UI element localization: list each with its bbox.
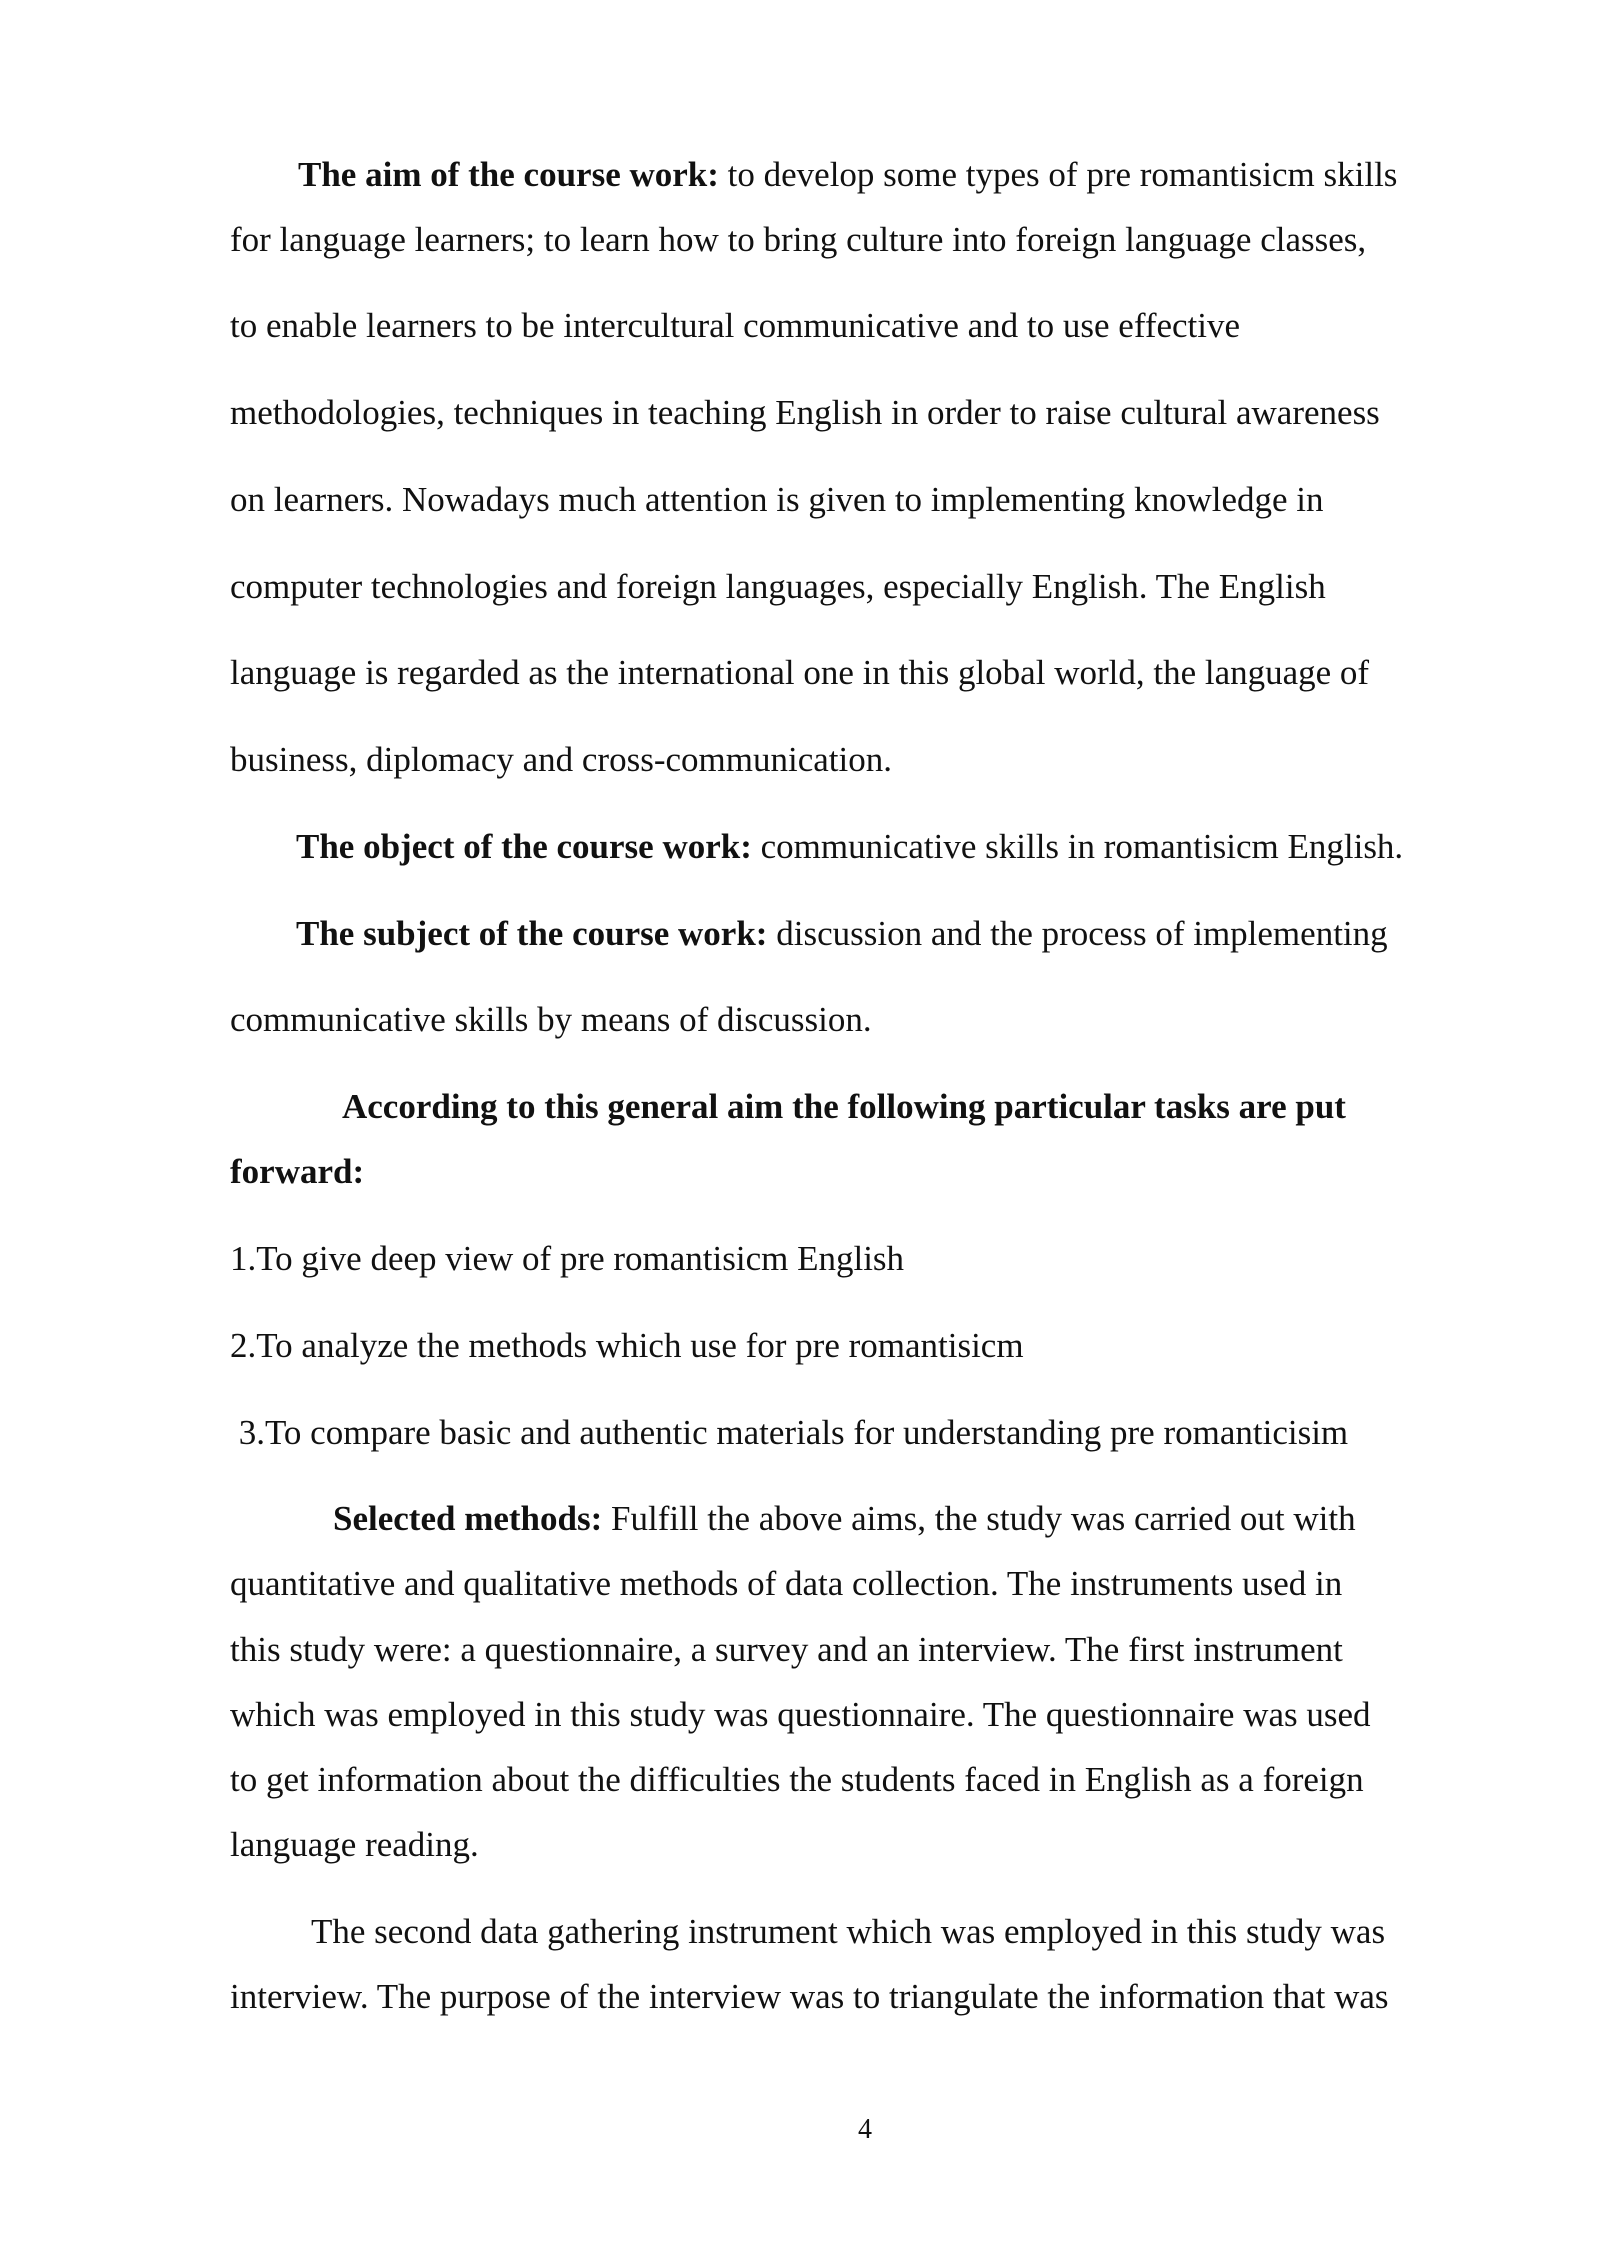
subject-heading: The subject of the course work: <box>296 914 768 953</box>
object-text: communicative skills in romantisicm English. <box>751 827 1404 866</box>
methods-line: which was employed in this study was questionnaire. The questionnaire was used <box>230 1695 1371 1734</box>
methods-line: quantitative and qualitative methods of data collection. The instruments used in <box>230 1564 1343 1603</box>
aim-line: methodologies, techniques in teaching English in order to raise cultural awareness <box>230 393 1380 432</box>
subject-line <box>296 914 1388 954</box>
aim-line: on learners. Nowadays much attention is given to implementing knowledge in <box>230 480 1324 519</box>
task-item: 2.To analyze the methods which use for pre romantisicm <box>230 1326 1024 1365</box>
aim-line: language is regarded as the international one in this global world, the language of <box>230 653 1370 692</box>
task-item: 1.To give deep view of pre romantisicm English <box>230 1239 905 1278</box>
methods-first-line <box>333 1499 1495 1539</box>
subject-text: discussion and the process of implementing <box>767 914 1388 953</box>
tasks-heading-line2: forward: <box>230 1152 365 1191</box>
methods-line: this study were: a questionnaire, a survey and an interview. The first instrument <box>230 1630 1343 1669</box>
methods-last-line: language reading. <box>230 1825 479 1864</box>
aim-line: computer technologies and foreign languages, especially English. The English <box>230 567 1326 606</box>
object-line <box>296 827 1403 867</box>
aim-line: business, diplomacy and cross-communication. <box>230 740 892 779</box>
aim-heading: The aim of the course work: <box>298 155 719 194</box>
aim-line: for language learners; to learn how to bring culture into foreign language classes, <box>230 220 1367 259</box>
page-number: 4 <box>858 2114 872 2145</box>
second-line-2: interview. The purpose of the interview was to triangulate the information that was <box>230 1977 1389 2016</box>
tasks-heading-line1: According to this general aim the following particular tasks are put <box>342 1087 1346 1126</box>
object-heading: The object of the course work: <box>296 827 752 866</box>
methods-heading: Selected methods: <box>333 1499 603 1538</box>
aim-first-line <box>298 155 1397 195</box>
second-line-1: The second data gathering instrument which was employed in this study was <box>311 1912 1386 1951</box>
aim-line: to enable learners to be intercultural communicative and to use effective <box>230 306 1241 345</box>
aim-first-line-text: to develop some types of pre romantisicm skills <box>718 155 1398 194</box>
subject-line-2: communicative skills by means of discussion. <box>230 1000 872 1039</box>
methods-first-line-text: Fulfill the above aims, the study was carried out with <box>602 1499 1356 1538</box>
methods-line: to get information about the difficulties the students faced in English as a foreign <box>230 1760 1364 1799</box>
task-item: 3.To compare basic and authentic materials for understanding pre romanticisim <box>230 1413 1349 1452</box>
